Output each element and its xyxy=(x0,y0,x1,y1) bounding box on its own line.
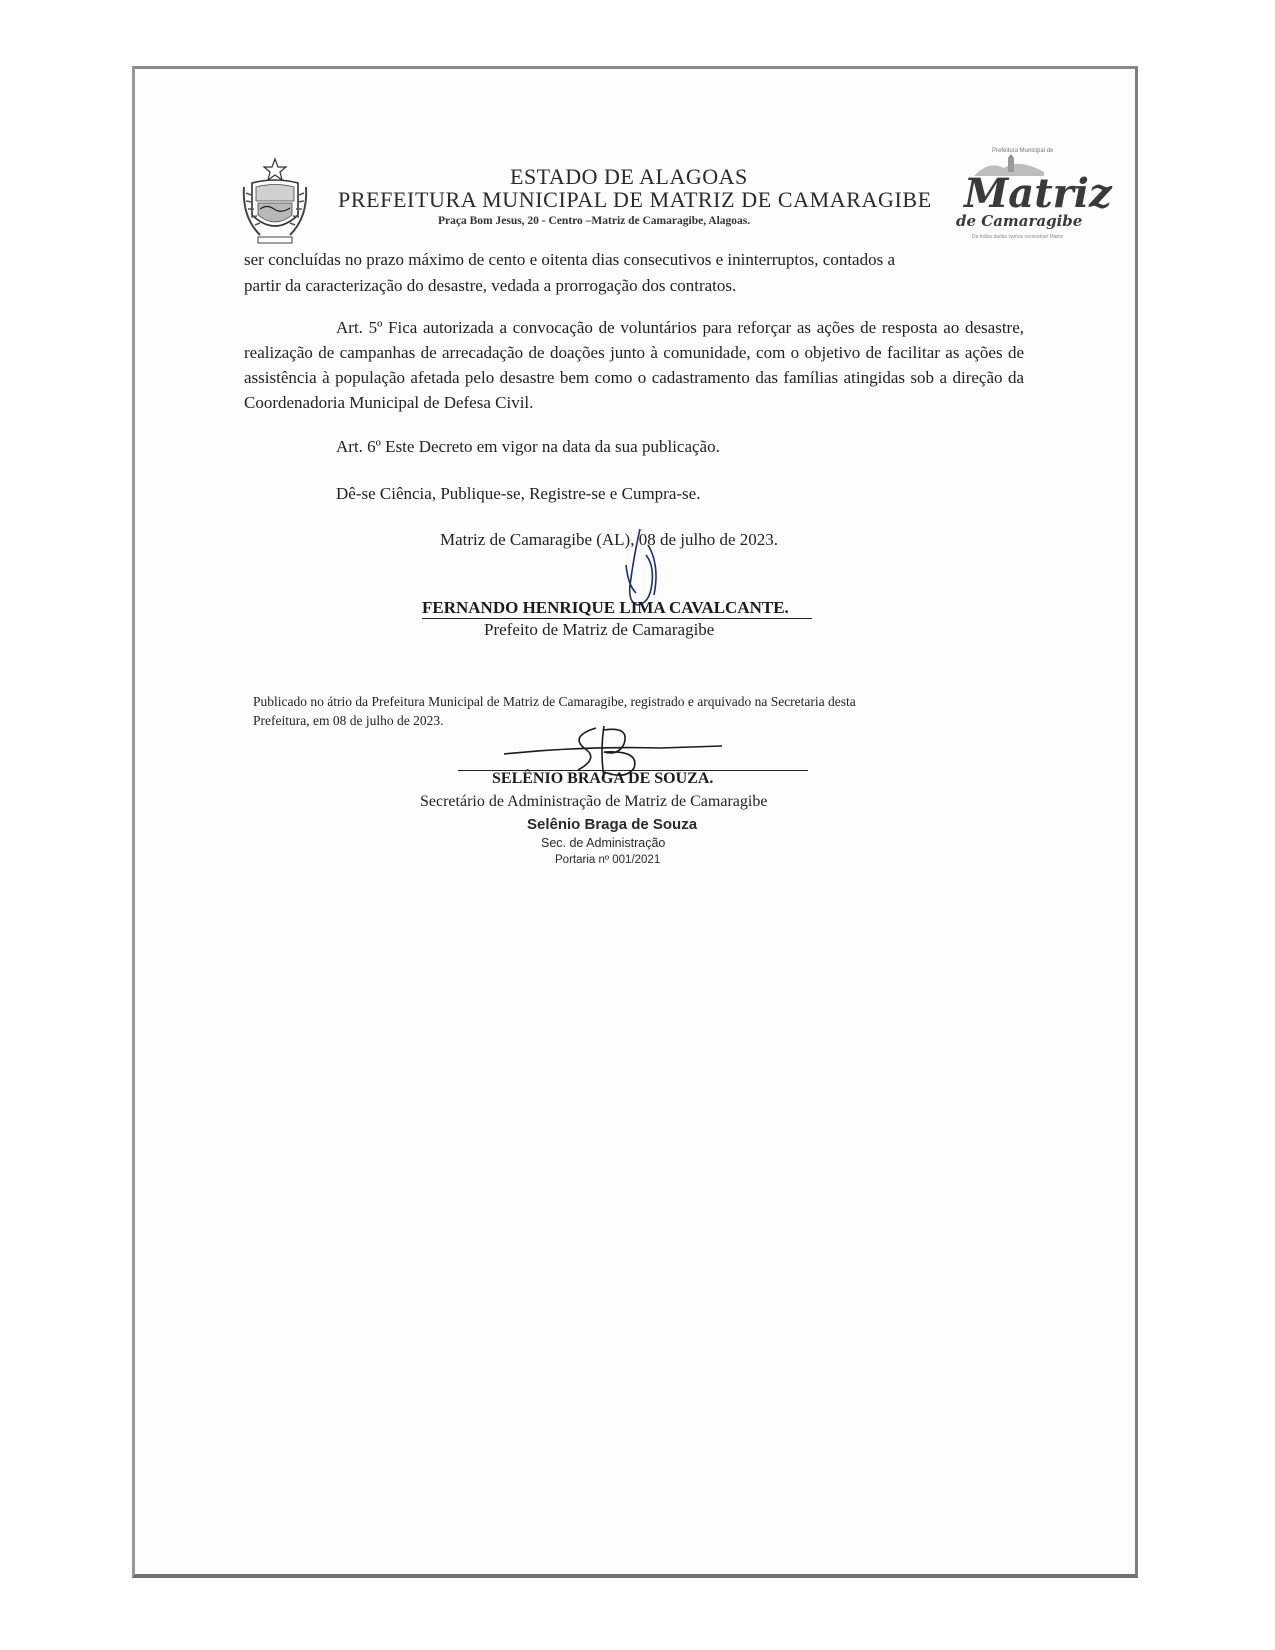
header-state: ESTADO DE ALAGOAS xyxy=(510,164,748,189)
logo-small-text: Prefeitura Municipal de xyxy=(992,148,1054,154)
article-5: Art. 5º Fica autorizada a convocação de voluntários para reforçar as ações de resposta ao desastre, realização de campanhas de arrecadação de doações junto à comunidade, com o objetivo de facilitar as ações de assistência à população afetada pelo desastre bem como o cadastramento das famílias atingidas sob a direção da Coordenadoria Municipal de Defesa Civil. xyxy=(244,318,1024,412)
header-address: Praça Bom Jesus, 20 - Centro –Matriz de Camaragibe, Alagoas. xyxy=(438,215,751,227)
mayor-signature-line xyxy=(422,618,812,619)
continuation-line-2: partir da caracterização do desastre, vedada a prorrogação dos contratos. xyxy=(244,276,737,295)
secretary-name: SELÊNIO BRAGA DE SOUZA. xyxy=(492,770,714,787)
logo-subtitle: de Camaragibe xyxy=(956,212,1083,230)
continuation-line-1: ser concluídas no prazo máximo de cento e oitenta dias consecutivos e ininterruptos, contados a xyxy=(244,250,895,269)
mayor-title: Prefeito de Matriz de Camaragibe xyxy=(484,620,715,639)
publication-line-2: Prefeitura, em 08 de julho de 2023. xyxy=(253,713,444,728)
logo-word: Matriz xyxy=(964,170,1112,217)
stamp-name: Selênio Braga de Souza xyxy=(527,816,698,833)
stamp-role: Sec. de Administração xyxy=(541,836,666,850)
stamp-portaria: Portaria nº 001/2021 xyxy=(555,854,661,866)
closing-formula: Dê-se Ciência, Publique-se, Registre-se e Cumpra-se. xyxy=(336,484,701,503)
mayor-name: FERNANDO HENRIQUE LIMA CAVALCANTE. xyxy=(422,598,789,617)
logo-tagline: De mãos dadas vamos reconstruir Matriz xyxy=(972,234,1064,240)
publication-line-1: Publicado no átrio da Prefeitura Municipal de Matriz de Camaragibe, registrado e arquivado na Secretaria desta xyxy=(253,694,856,709)
article-6: Art. 6º Este Decreto em vigor na data da sua publicação. xyxy=(336,437,720,456)
alagoas-coat-of-arms-icon xyxy=(240,157,310,247)
header-prefecture: PREFEITURA MUNICIPAL DE MATRIZ DE CAMARAGIBE xyxy=(338,187,932,212)
place-and-date: Matriz de Camaragibe (AL), 08 de julho de 2023. xyxy=(440,530,779,549)
secretary-title: Secretário de Administração de Matriz de Camaragibe xyxy=(420,793,768,810)
matriz-logo xyxy=(944,148,1112,244)
